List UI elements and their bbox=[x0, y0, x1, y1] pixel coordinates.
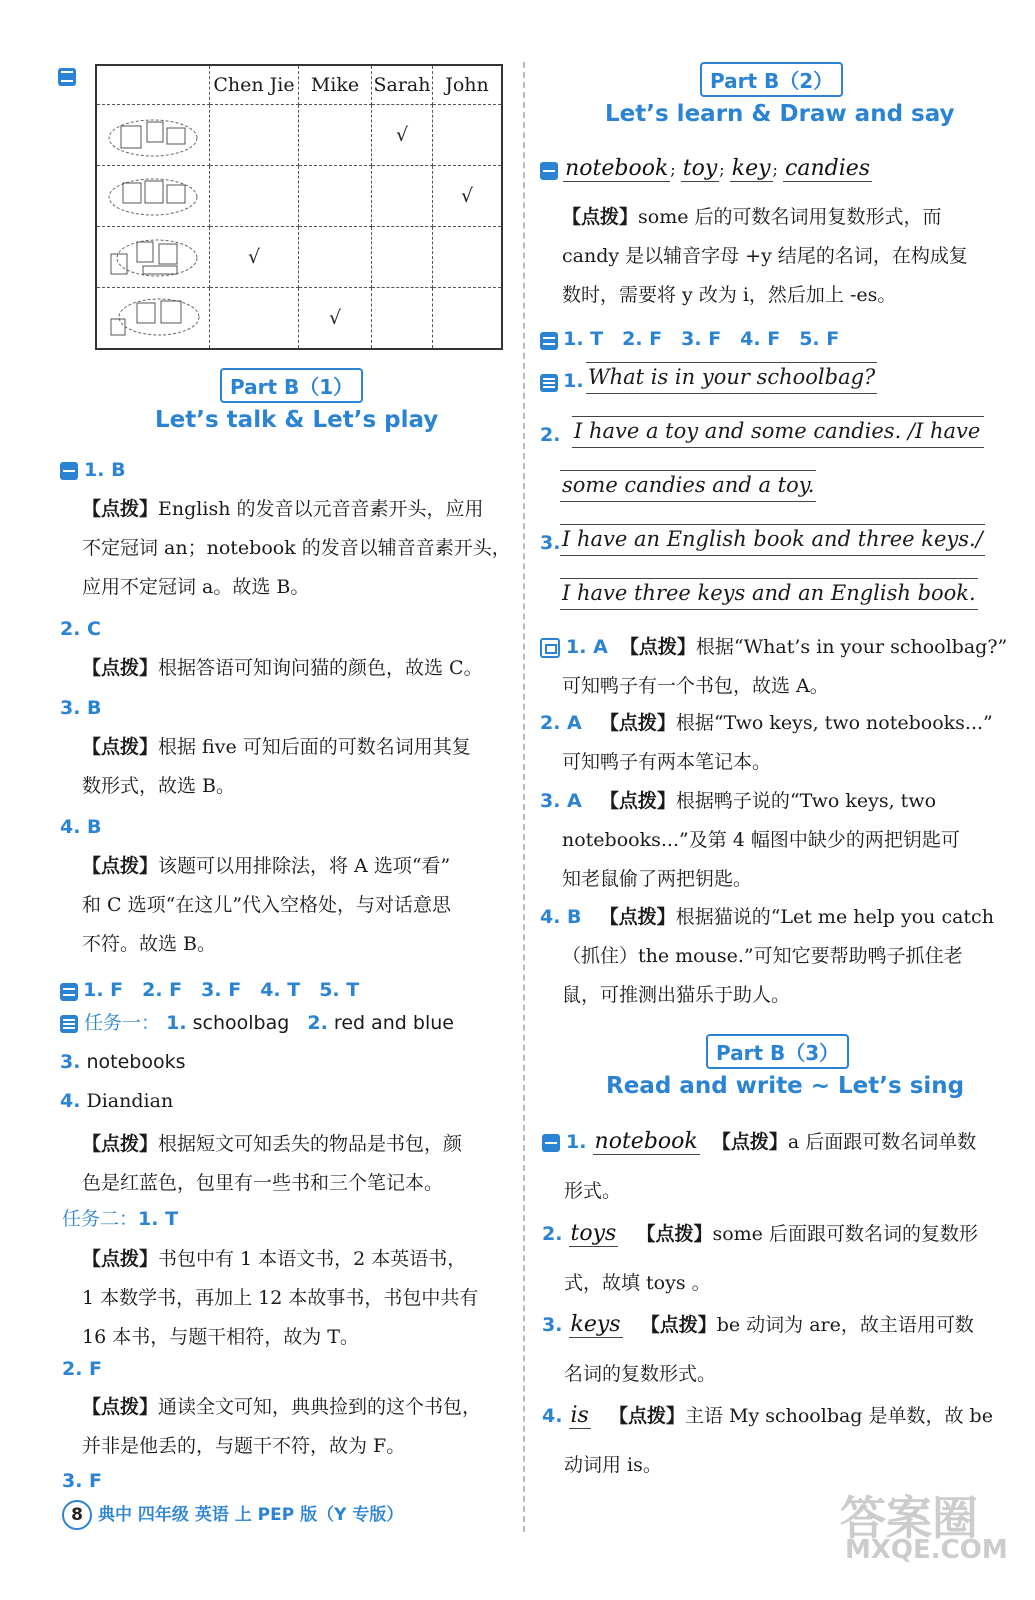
page-number: 8 bbox=[62, 1500, 92, 1530]
grid-cell bbox=[372, 166, 433, 227]
s4-q1 bbox=[540, 628, 1020, 706]
column-divider bbox=[523, 62, 525, 1532]
b3-q4 bbox=[542, 1396, 1020, 1485]
tip-label: 【点拨】 bbox=[711, 1131, 788, 1153]
section-three-badge bbox=[540, 374, 558, 392]
part-b1-label: Part B（1） bbox=[220, 368, 363, 403]
answer-number: 3. bbox=[540, 532, 561, 554]
answer-number: 1. bbox=[566, 1131, 587, 1153]
task-two-q2-number: 2. F bbox=[62, 1358, 103, 1380]
grid-header-sarah: Sarah bbox=[372, 65, 433, 105]
book-title: 典中 四年级 英语 上 PEP 版（Y 专版） bbox=[98, 1505, 404, 1525]
q2-number: 2. C bbox=[60, 618, 101, 640]
text-line: notebooks...”及第 4 幅图中缺少的两把钥匙可 bbox=[562, 829, 960, 851]
handwritten-answer: I have a toy and some candies. /I have bbox=[572, 416, 984, 448]
watermark-url: MXQE.COM bbox=[845, 1535, 1008, 1565]
text-line: 16 本书，与题干相符，故为 T。 bbox=[82, 1326, 359, 1348]
text-line: 动词用 is。 bbox=[564, 1454, 662, 1476]
section-four-badge bbox=[540, 638, 560, 658]
text-line: 不定冠词 an；notebook 的发音以辅音音素开头， bbox=[82, 537, 511, 559]
tip-label: 【点拨】 bbox=[82, 736, 159, 758]
text-line: 和 C 选项“在这儿”代入空格处，与对话意思 bbox=[82, 894, 452, 916]
section-one-badge bbox=[542, 1134, 560, 1152]
text-line: 可知鸭子有两本笔记本。 bbox=[562, 751, 772, 773]
left-column bbox=[0, 0, 520, 1492]
text-line: 应用不定冠词 a。故选 B。 bbox=[82, 576, 310, 598]
q1-explanation bbox=[82, 490, 512, 607]
text-line: 数形式，故选 B。 bbox=[82, 775, 236, 797]
word-answers bbox=[540, 156, 872, 181]
q4-explanation bbox=[82, 847, 512, 964]
grid-cell: √ bbox=[372, 105, 433, 166]
answer-text: red and blue bbox=[333, 1012, 454, 1034]
text-line: 根据答语可知询问猫的颜色，故选 C。 bbox=[158, 657, 483, 679]
text-line: 1 本数学书，再加上 12 本故事书，书包中共有 bbox=[82, 1287, 479, 1309]
tip-label: 【点拨】 bbox=[82, 657, 159, 679]
section-two-answers bbox=[540, 324, 839, 351]
grid-header-chen-jie: Chen Jie bbox=[210, 65, 299, 105]
tip-label: 【点拨】 bbox=[599, 790, 676, 812]
grid-header-john: John bbox=[433, 65, 503, 105]
tip-label: 【点拨】 bbox=[599, 906, 676, 928]
task-one-explanation bbox=[82, 1125, 512, 1203]
separator: ; bbox=[772, 160, 778, 179]
answer-word: toy bbox=[682, 156, 718, 181]
answer-number: 2. A bbox=[540, 712, 582, 734]
task-two-q3-number: 3. F bbox=[62, 1470, 103, 1492]
text-line: 知老鼠偷了两把钥匙。 bbox=[562, 868, 753, 890]
section-two-answers bbox=[60, 975, 359, 1002]
tip-label: 【点拨】 bbox=[82, 855, 159, 877]
text-line: 形式。 bbox=[564, 1180, 622, 1202]
separator: ; bbox=[670, 160, 676, 179]
text-line: 根据短文可知丢失的物品是书包，颜 bbox=[158, 1133, 463, 1155]
q3-number: 3. B bbox=[60, 697, 102, 719]
text-line: 书包中有 1 本语文书，2 本英语书， bbox=[158, 1248, 467, 1270]
tip-label: 【点拨】 bbox=[82, 1248, 159, 1270]
handwritten-answer: some candies and a toy. bbox=[560, 470, 816, 502]
r1-explanation bbox=[562, 198, 1022, 315]
text-line: some 后面跟可数名词的复数形 bbox=[712, 1223, 978, 1245]
answer-text: Diandian bbox=[86, 1090, 174, 1112]
schoolbag-picture-icon bbox=[96, 227, 210, 288]
answer-number: 4. B bbox=[540, 906, 582, 928]
answer-text: schoolbag bbox=[192, 1012, 290, 1034]
schoolbag-picture-icon bbox=[96, 288, 210, 350]
task-one-label: 任务一： bbox=[84, 1012, 161, 1034]
grid-row bbox=[96, 288, 502, 350]
answer-list: 1. T 2. F 3. F 4. F 5. F bbox=[563, 328, 840, 350]
schoolbag-picture-icon bbox=[96, 105, 210, 166]
text-line: 可知鸭子有一个书包，故选 A。 bbox=[562, 675, 829, 697]
answer-word: toys bbox=[570, 1221, 617, 1246]
grid-cell: √ bbox=[433, 166, 503, 227]
text-line: 名词的复数形式。 bbox=[564, 1363, 717, 1385]
task-one bbox=[60, 1004, 510, 1121]
text-line: 根据“Two keys, two notebooks...” bbox=[675, 712, 993, 734]
grid-row bbox=[96, 227, 502, 288]
answer-number: 1. bbox=[563, 370, 584, 392]
text-line: 根据 five 可知后面的可数名词用其复 bbox=[158, 736, 471, 758]
s4-q2 bbox=[540, 704, 1020, 782]
grid-cell bbox=[372, 227, 433, 288]
answer-word: notebook bbox=[594, 1129, 698, 1154]
text-line: a 后面跟可数名词单数 bbox=[787, 1131, 977, 1153]
handwritten-answer: I have three keys and an English book. bbox=[560, 578, 978, 610]
text-line: 根据猫说的“Let me help you catch bbox=[675, 906, 994, 928]
page-footer bbox=[62, 1500, 403, 1530]
s3-q1-row bbox=[540, 370, 584, 392]
text-line: 根据鸭子说的“Two keys, two bbox=[675, 790, 937, 812]
text-line: 不符。故选 B。 bbox=[82, 933, 217, 955]
grid-cell: √ bbox=[210, 227, 299, 288]
text-line: 根据“What’s in your schoolbag?” bbox=[695, 636, 1008, 658]
q1-line bbox=[60, 451, 126, 490]
answer-number: 2. bbox=[542, 1223, 563, 1245]
heading-lets-learn: Let’s learn & Draw and say bbox=[605, 101, 955, 127]
answer-number: 3. bbox=[542, 1314, 563, 1336]
section-three-badge bbox=[60, 1015, 78, 1033]
task-two-explanation bbox=[82, 1240, 512, 1357]
grid-cell bbox=[299, 105, 372, 166]
q3-explanation bbox=[82, 728, 512, 806]
section-five-badge bbox=[58, 68, 76, 86]
tip-label: 【点拨】 bbox=[619, 636, 696, 658]
answer-list: 1. F 2. F 3. F 4. T 5. T bbox=[83, 979, 360, 1001]
tip-label: 【点拨】 bbox=[608, 1405, 685, 1427]
text-line: candy 是以辅音字母 +y 结尾的名词，在构成复 bbox=[562, 245, 968, 267]
grid-cell: √ bbox=[299, 288, 372, 350]
task-two-label: 任务二： bbox=[62, 1208, 139, 1230]
watermark-logo: 答案圈 bbox=[840, 1491, 978, 1545]
grid-cell bbox=[433, 288, 503, 350]
text-line: 式，故填 toys 。 bbox=[564, 1272, 711, 1294]
answer-number: 4. bbox=[542, 1405, 563, 1427]
text-line: 数时，需要将 y 改为 i，然后加上 -es。 bbox=[562, 284, 897, 306]
q1-number: 1. B bbox=[84, 459, 126, 481]
grid-row bbox=[96, 166, 502, 227]
answer-number: 4. bbox=[60, 1090, 81, 1112]
grid-cell bbox=[210, 105, 299, 166]
answer-number: 1. bbox=[166, 1012, 187, 1034]
text-line: 色是红蓝色，包里有一些书和三个笔记本。 bbox=[82, 1172, 444, 1194]
handwritten-answer: I have an English book and three keys./ bbox=[560, 524, 985, 556]
text-line: 该题可以用排除法，将 A 选项“看” bbox=[158, 855, 451, 877]
schoolbag-picture-icon bbox=[96, 166, 210, 227]
answer-word: notebook bbox=[565, 156, 669, 181]
grid-header-mike: Mike bbox=[299, 65, 372, 105]
answer-word: is bbox=[570, 1403, 589, 1428]
text-line: be 动词为 are，故主语用可数 bbox=[716, 1314, 974, 1336]
answer-grid bbox=[95, 64, 503, 350]
tip-label: 【点拨】 bbox=[82, 1396, 159, 1418]
answer-number: 2. bbox=[540, 424, 561, 446]
grid-cell bbox=[210, 288, 299, 350]
task-two-header bbox=[62, 1200, 178, 1239]
grid-cell bbox=[210, 166, 299, 227]
text-line: some 后的可数名词用复数形式，而 bbox=[638, 206, 942, 228]
answer-word: keys bbox=[570, 1312, 621, 1337]
section-two-badge bbox=[540, 332, 558, 350]
tip-label: 【点拨】 bbox=[636, 1223, 713, 1245]
b3-q1 bbox=[542, 1122, 1020, 1211]
answer-number: 2. bbox=[307, 1012, 328, 1034]
section-one-badge bbox=[60, 462, 78, 480]
grid-cell bbox=[299, 166, 372, 227]
grid-cell bbox=[372, 288, 433, 350]
tip-label: 【点拨】 bbox=[562, 206, 639, 228]
s4-q3 bbox=[540, 782, 1020, 899]
b3-q3 bbox=[542, 1305, 1020, 1394]
answer-number: 3. A bbox=[540, 790, 582, 812]
section-one-badge bbox=[540, 162, 558, 180]
text-line: 通读全文可知，典典捡到的这个书包， bbox=[158, 1396, 482, 1418]
answer-number: 3. bbox=[60, 1051, 81, 1073]
section-two-badge bbox=[60, 983, 78, 1001]
grid-cell bbox=[433, 227, 503, 288]
text-line: 主语 My schoolbag 是单数，故 be bbox=[684, 1405, 993, 1427]
text-line: English 的发音以元音音素开头，应用 bbox=[158, 498, 484, 520]
tip-label: 【点拨】 bbox=[82, 498, 159, 520]
s4-q4 bbox=[540, 898, 1020, 1015]
tip-label: 【点拨】 bbox=[640, 1314, 717, 1336]
grid-corner bbox=[96, 65, 210, 105]
b3-q2 bbox=[542, 1214, 1020, 1303]
heading-lets-talk: Let’s talk & Let’s play bbox=[155, 407, 439, 433]
answer-number: 1. T bbox=[138, 1208, 179, 1230]
answer-number: 1. A bbox=[566, 636, 608, 658]
answer-word: candies bbox=[785, 156, 871, 181]
separator: ; bbox=[719, 160, 725, 179]
answer-word: key bbox=[731, 156, 771, 181]
text-line: （抓住）the mouse.”可知它要帮助鸭子抓住老 bbox=[562, 945, 963, 967]
heading-read-and-write: Read and write ~ Let’s sing bbox=[606, 1073, 965, 1099]
grid-cell bbox=[433, 105, 503, 166]
text-line: 并非是他丢的，与题干不符，故为 F。 bbox=[82, 1435, 406, 1457]
answer-text: notebooks bbox=[86, 1051, 186, 1073]
q2-explanation bbox=[82, 649, 512, 688]
q4-number: 4. B bbox=[60, 816, 102, 838]
tip-label: 【点拨】 bbox=[599, 712, 676, 734]
task-two-q2-explanation bbox=[82, 1388, 512, 1466]
grid-row bbox=[96, 105, 502, 166]
text-line: 鼠，可推测出猫乐于助人。 bbox=[562, 984, 791, 1006]
part-b2-label: Part B（2） bbox=[700, 62, 843, 97]
grid-cell bbox=[299, 227, 372, 288]
handwritten-answer: What is in your schoolbag? bbox=[586, 362, 877, 394]
part-b3-label: Part B（3） bbox=[706, 1034, 849, 1069]
tip-label: 【点拨】 bbox=[82, 1133, 159, 1155]
